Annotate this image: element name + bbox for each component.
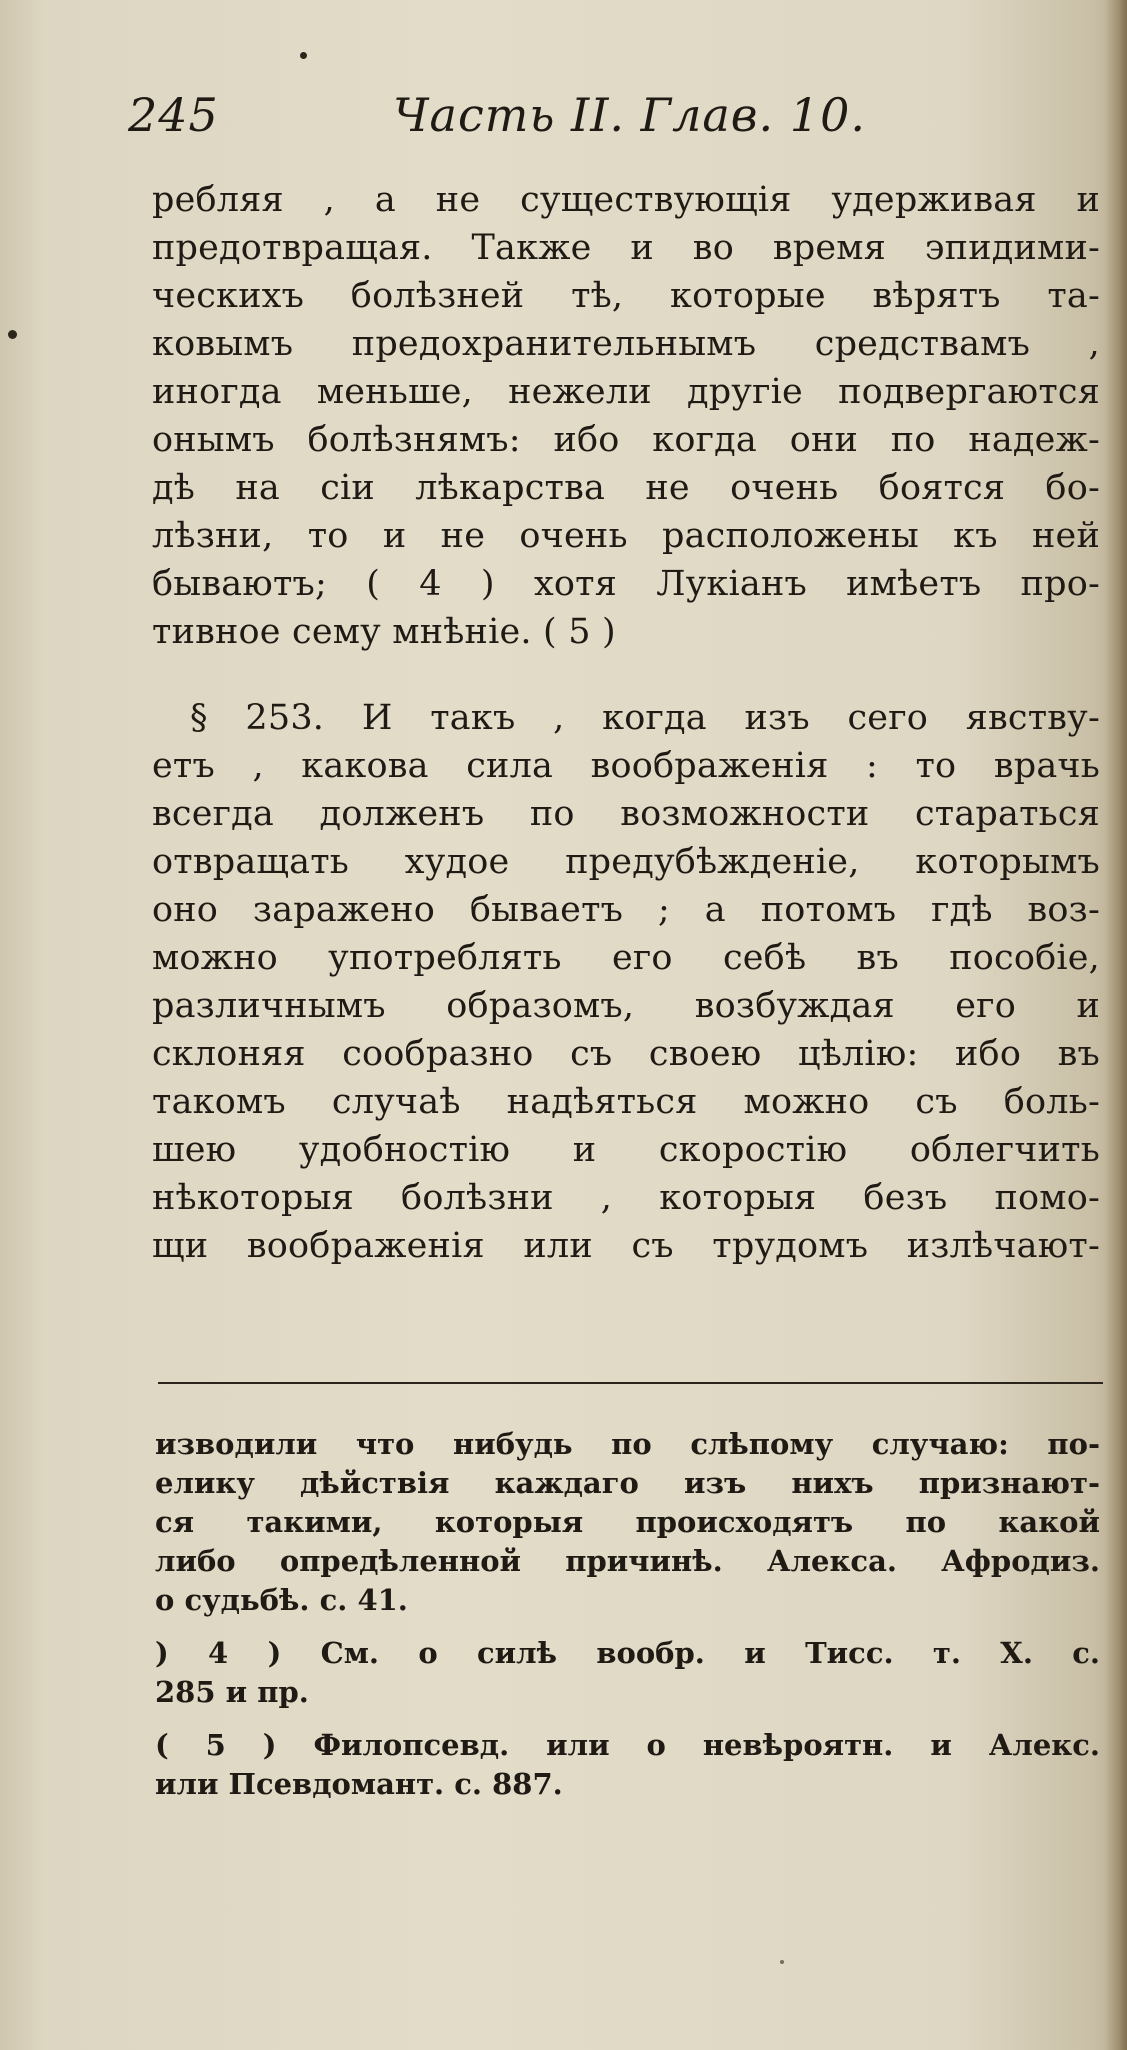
footnote-divider — [158, 1382, 1103, 1384]
text-line: отвращать худое предубѣжденіе, которымъ — [152, 842, 1100, 882]
section-253-line: § 253. И такъ , когда изъ сего явству- — [190, 698, 1100, 738]
footnotes — [155, 1425, 1100, 1804]
text-line: тивное сему мнѣніе. ( 5 ) — [152, 612, 616, 652]
ink-speck — [780, 1960, 784, 1964]
footnote-line: либо опредѣленной причинѣ. Алекса. Афродиз. — [155, 1544, 1100, 1578]
paragraph-1 — [152, 176, 1100, 656]
paragraph-2 — [152, 694, 1100, 1270]
footnote-line: изводили что нибудь по слѣпому случаю: по- — [155, 1427, 1100, 1461]
text-line: такомъ случаѣ надѣяться можно съ боль- — [152, 1082, 1100, 1122]
footnote-gap — [155, 1712, 1100, 1726]
text-line: щи воображенія или съ трудомъ излѣчают- — [152, 1226, 1100, 1266]
footnote-line: ) 4 ) См. о силѣ вообр. и Тисс. т. X. с. — [155, 1636, 1100, 1670]
text-line: предотвращая. Также и во время эпидими- — [152, 228, 1100, 268]
text-line: склоняя сообразно съ своею цѣлію: ибо въ — [152, 1034, 1100, 1074]
text-line: различнымъ образомъ, возбуждая его и — [152, 986, 1100, 1026]
text-line: оно заражено бываетъ ; а потомъ гдѣ воз- — [152, 890, 1100, 930]
running-title: Часть II. Глав. 10. — [393, 88, 866, 142]
text-line: иногда меньше, нежели другіе подвергаются — [152, 372, 1100, 412]
text-line: шею удобностію и скоростію облегчить — [152, 1130, 1100, 1170]
page-number: 245 — [128, 88, 219, 142]
text-line: лѣзни, то и не очень расположены къ ней — [152, 516, 1100, 556]
page-header — [128, 88, 866, 158]
text-line: ческихъ болѣзней тѣ, которые вѣрятъ та- — [152, 276, 1100, 316]
ink-speck — [8, 330, 17, 339]
footnote-line: ( 5 ) Филопсевд. или о невѣроятн. и Алекс. — [155, 1728, 1100, 1762]
footnote-line: елику дѣйствія каждаго изъ нихъ признают- — [155, 1466, 1100, 1500]
main-text — [152, 176, 1100, 1270]
text-line: нѣкоторыя болѣзни , которыя безъ помо- — [152, 1178, 1100, 1218]
text-line: ребляя , а не существующія удерживая и — [152, 180, 1100, 220]
footnote-line: ся такими, которыя происходятъ по какой — [155, 1505, 1100, 1539]
footnote-gap — [155, 1620, 1100, 1634]
ink-speck — [300, 52, 307, 59]
footnote-continued — [155, 1425, 1100, 1620]
text-line: бываютъ; ( 4 ) хотя Лукіанъ имѣетъ про- — [152, 564, 1100, 604]
footnote-line: 285 и пр. — [155, 1675, 309, 1709]
footnote-5 — [155, 1726, 1100, 1804]
footnote-4 — [155, 1634, 1100, 1712]
text-line: можно употреблять его себѣ въ пособіе, — [152, 938, 1100, 978]
text-line: всегда долженъ по возможности стараться — [152, 794, 1100, 834]
text-line: ковымъ предохранительнымъ средствамъ , — [152, 324, 1100, 364]
text-line: етъ , какова сила воображенія : то врачь — [152, 746, 1100, 786]
footnote-line: о судьбѣ. с. 41. — [155, 1583, 408, 1617]
paragraph-gap — [152, 656, 1100, 694]
page-edge-shadow — [1105, 0, 1127, 2050]
text-line: дѣ на сіи лѣкарства не очень боятся бо- — [152, 468, 1100, 508]
footnote-line: или Псевдомант. с. 887. — [155, 1767, 563, 1801]
text-line: онымъ болѣзнямъ: ибо когда они по надеж- — [152, 420, 1100, 460]
